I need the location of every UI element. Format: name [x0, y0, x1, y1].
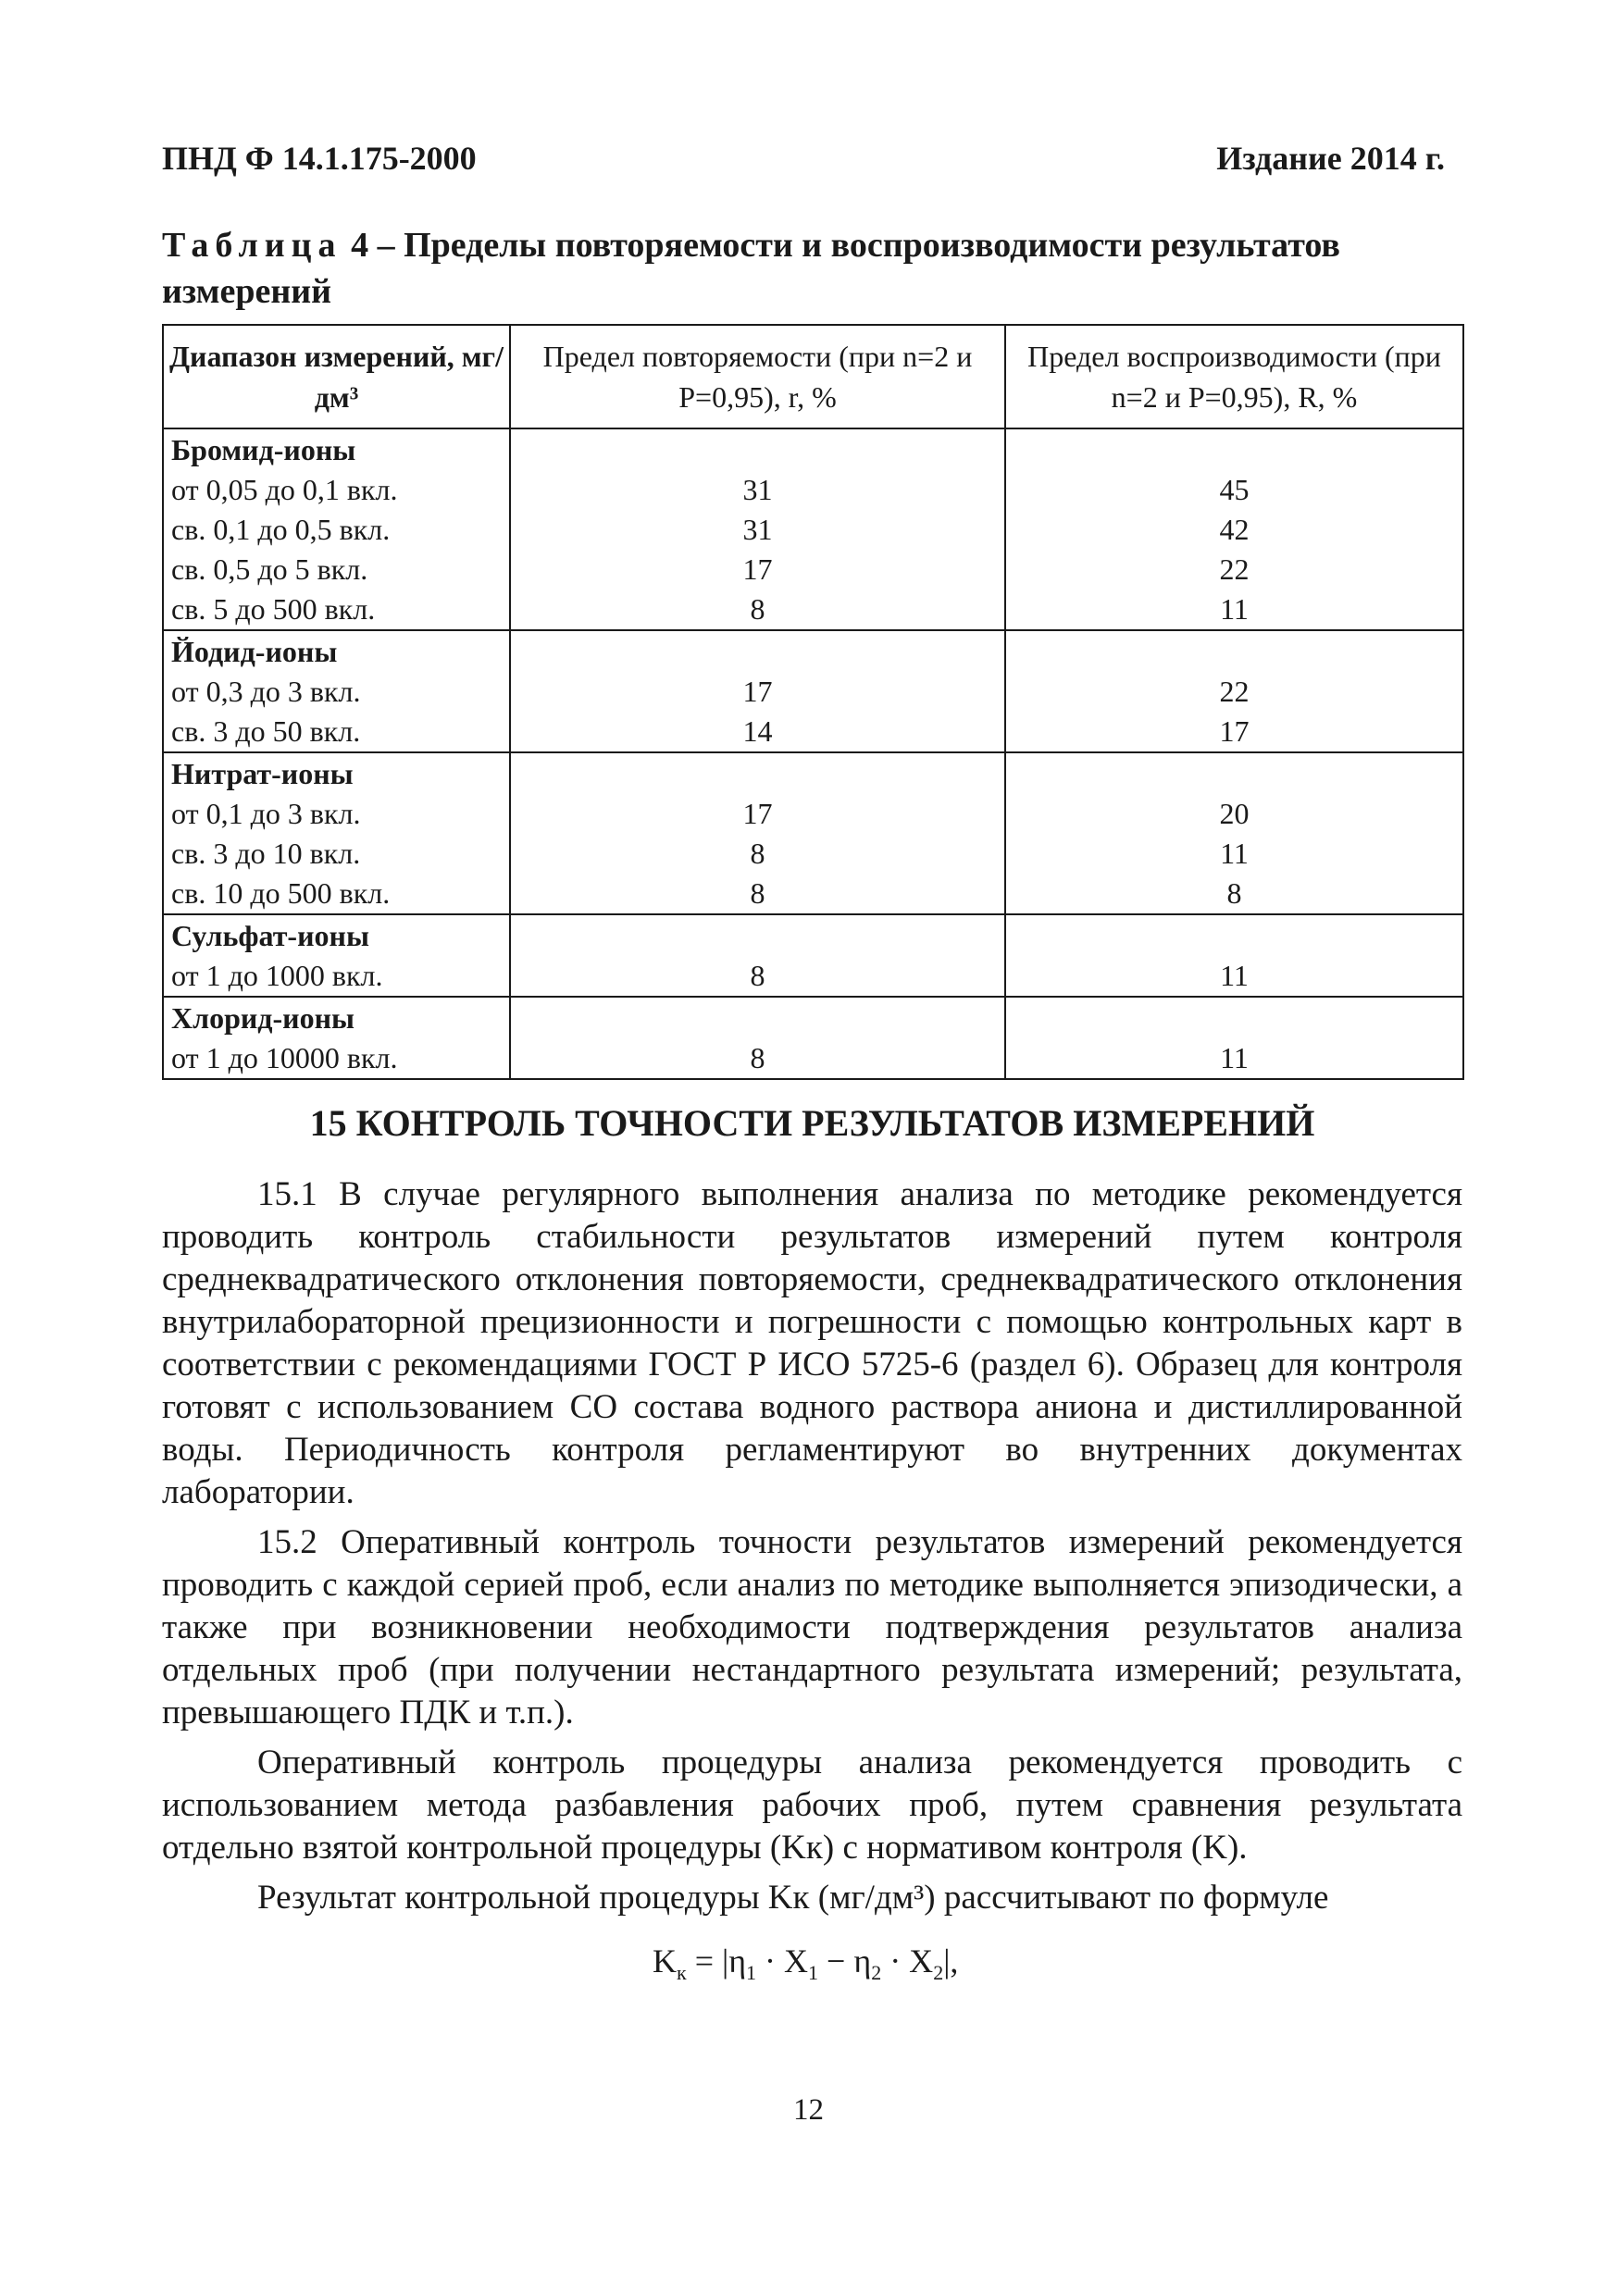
range-value: св. 0,5 до 5 вкл.	[171, 552, 368, 586]
ion-group-name: Йодид-ионы	[171, 635, 338, 668]
formula	[653, 1942, 958, 1985]
ion-group-name: Сульфат-ионы	[171, 919, 369, 952]
formula-eta1-sub: 1	[746, 1961, 757, 1985]
reproducibility-value: 45	[1219, 473, 1250, 506]
ion-group-name: Хлорид-ионы	[171, 1001, 354, 1035]
formula-intro: Результат контрольной процедуры Kк (мг/дм³) рассчитывают по формуле	[257, 1879, 1329, 1917]
range-value: св. 3 до 10 вкл.	[171, 837, 361, 870]
repeatability-cell	[510, 428, 1005, 630]
reproducibility-cell	[1005, 914, 1463, 997]
formula-minus: −	[818, 1942, 854, 1980]
repeatability-value: 14	[742, 714, 773, 748]
repeatability-value: 17	[742, 797, 773, 830]
range-value: св. 5 до 500 вкл.	[171, 592, 376, 626]
range-value: св. 3 до 50 вкл.	[171, 714, 361, 748]
table-row	[163, 997, 1463, 1079]
repeatability-value: 17	[742, 552, 773, 586]
formula-eta1: η	[728, 1942, 747, 1980]
table-row	[163, 428, 1463, 630]
repeatability-value: 8	[750, 1041, 765, 1074]
reproducibility-cell	[1005, 997, 1463, 1079]
reproducibility-value: 11	[1220, 1041, 1249, 1074]
reproducibility-cell	[1005, 428, 1463, 630]
reproducibility-cell	[1005, 630, 1463, 752]
paragraph-15-1: 15.1 В случае регулярного выполнения анализа по методике рекомендуется проводить контроль стабильности результатов измерений путем контроля среднеквадратического отклонения повторяемости, среднеквадратического отклонения внутрилабораторной прецизионности и погрешности с помощью контрольных карт в соответствии с рекомендациями ГОСТ Р ИСО 5725-6 (раздел 6). Образец для контроля готовят с использованием СО состава водного раствора аниона и дистиллированной воды. Периодичность контроля регламентируют во внутренних документах лаборатории.	[162, 1175, 1462, 1511]
repeatability-value: 31	[742, 473, 773, 506]
formula-lhs-sub: к	[677, 1961, 687, 1985]
header-reproducibility: Предел воспроизводимости (при n=2 и P=0,95), R, %	[1005, 325, 1463, 428]
reproducibility-value: 20	[1219, 797, 1250, 830]
formula-x1-sub: 1	[808, 1961, 819, 1985]
formula-lhs: K	[653, 1942, 677, 1980]
range-value: от 0,3 до 3 вкл.	[171, 675, 361, 708]
formula-x2-sub: 2	[933, 1961, 944, 1985]
header-repeatability: Предел повторяемости (при n=2 и P=0,95), r, %	[510, 325, 1005, 428]
range-value: от 1 до 10000 вкл.	[171, 1041, 398, 1074]
table-row	[163, 752, 1463, 914]
formula-eta2-sub: 2	[871, 1961, 882, 1985]
table-caption	[162, 222, 1449, 315]
edition-label: Издание 2014 г.	[1216, 140, 1445, 177]
document-code: ПНД Ф 14.1.175-2000	[162, 140, 477, 177]
formula-x2: · X	[881, 1942, 934, 1980]
range-cell	[163, 914, 510, 997]
range-cell	[163, 630, 510, 752]
table-row	[163, 630, 1463, 752]
page-number: 12	[793, 2093, 824, 2127]
reproducibility-value: 22	[1219, 675, 1250, 708]
section-heading: 15 КОНТРОЛЬ ТОЧНОСТИ РЕЗУЛЬТАТОВ ИЗМЕРЕНИЙ	[309, 1102, 1315, 1144]
range-cell	[163, 997, 510, 1079]
repeatability-value: 8	[750, 837, 765, 870]
section-body	[162, 1173, 1462, 1927]
ion-group-name: Бромид-ионы	[171, 433, 356, 466]
paragraph-operative-control: Оперативный контроль процедуры анализа рекомендуется проводить с использованием метода разбавления рабочих проб, путем сравнения результата отдельно взятой контрольной процедуры (Kк) с нормативом контроля (K).	[162, 1744, 1462, 1867]
limits-table	[162, 324, 1464, 1080]
repeatability-value: 8	[750, 592, 765, 626]
repeatability-cell	[510, 630, 1005, 752]
table-caption-text: – Пределы повторяемости и воспроизводимости результатов измерений	[162, 226, 1340, 311]
range-value: св. 10 до 500 вкл.	[171, 876, 391, 910]
formula-x1: · X	[756, 1942, 809, 1980]
formula-close: |,	[943, 1942, 959, 1980]
table-body	[163, 428, 1463, 1079]
reproducibility-value: 8	[1226, 876, 1242, 910]
table-caption-number: 4	[351, 226, 369, 265]
reproducibility-value: 42	[1219, 513, 1250, 546]
reproducibility-cell	[1005, 752, 1463, 914]
table-header-row	[163, 325, 1463, 428]
reproducibility-value: 11	[1220, 592, 1249, 626]
repeatability-value: 17	[742, 675, 773, 708]
range-value: от 0,1 до 3 вкл.	[171, 797, 361, 830]
table-row	[163, 914, 1463, 997]
range-value: от 1 до 1000 вкл.	[171, 959, 383, 992]
reproducibility-value: 11	[1220, 959, 1249, 992]
repeatability-cell	[510, 752, 1005, 914]
reproducibility-value: 22	[1219, 552, 1250, 586]
page-header	[162, 139, 1445, 178]
repeatability-value: 31	[742, 513, 773, 546]
ion-group-name: Нитрат-ионы	[171, 757, 354, 790]
range-value: от 0,05 до 0,1 вкл.	[171, 473, 398, 506]
repeatability-value: 8	[750, 876, 765, 910]
table-caption-label: Таблица	[162, 226, 342, 265]
repeatability-cell	[510, 997, 1005, 1079]
paragraph-15-2: 15.2 Оперативный контроль точности результатов измерений рекомендуется проводить с каждой серией проб, если анализ по методике выполняется эпизодически, а также при возникновении необходимости подтверждения результатов анализа отдельных проб (при получении нестандартного результата измерений; результата, превышающего ПДК и т.п.).	[162, 1523, 1462, 1731]
header-range: Диапазон измерений, мг/дм³	[163, 325, 510, 428]
range-cell	[163, 752, 510, 914]
formula-eta2: η	[853, 1942, 872, 1980]
range-cell	[163, 428, 510, 630]
repeatability-cell	[510, 914, 1005, 997]
reproducibility-value: 17	[1219, 714, 1250, 748]
range-value: св. 0,1 до 0,5 вкл.	[171, 513, 391, 546]
formula-eq: = |	[686, 1942, 729, 1980]
reproducibility-value: 11	[1220, 837, 1249, 870]
repeatability-value: 8	[750, 959, 765, 992]
